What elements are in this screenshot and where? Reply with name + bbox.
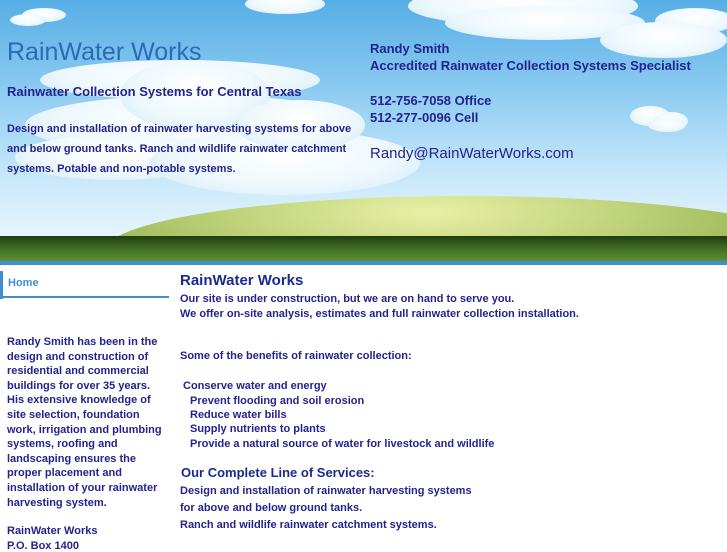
- service-item: Design and installation of rainwater harvesting systems: [180, 485, 472, 497]
- green-divider-bar: [0, 236, 727, 261]
- benefit-item: Provide a natural source of water for livestock and wildlife: [190, 438, 495, 450]
- blue-divider-line: [0, 261, 727, 265]
- service-item: for above and below ground tanks.: [180, 502, 363, 514]
- sidebar-bio: Randy Smith has been in the design and construction of residential and commercial buildings for over 35 years. His extensive knowledge of site selection, foundation work, irrigation and plumbing systems, roofing and landscaping ensures the proper placement and installation of your rainwater harvesting system.: [7, 336, 162, 509]
- tagline: Rainwater Collection Systems for Central Texas: [7, 84, 302, 99]
- nav-home-link[interactable]: Home: [8, 277, 39, 289]
- cloud-decoration: [245, 0, 325, 14]
- service-item: Ranch and wildlife rainwater catchment systems.: [180, 519, 437, 531]
- cell-phone: 512-277-0096 Cell: [370, 110, 479, 125]
- sidebar-po-box: P.O. Box 1400: [7, 540, 79, 552]
- benefit-item: Reduce water bills: [190, 409, 287, 421]
- benefit-item: Supply nutrients to plants: [190, 423, 326, 435]
- cloud-decoration: [10, 14, 46, 26]
- cloud-decoration: [648, 118, 686, 132]
- services-title: Our Complete Line of Services:: [181, 465, 375, 480]
- hill-decoration: [105, 196, 727, 236]
- contact-role: Accredited Rainwater Collection Systems Specialist: [370, 58, 691, 73]
- nav-underline: [0, 296, 169, 298]
- benefit-item: Prevent flooding and soil erosion: [190, 395, 365, 407]
- header-banner: [0, 0, 727, 236]
- construction-notice: Our site is under construction, but we are on hand to serve you.: [180, 293, 515, 305]
- email-address[interactable]: Randy@RainWaterWorks.com: [370, 145, 574, 162]
- office-phone: 512-756-7058 Office: [370, 93, 492, 108]
- site-title: RainWater Works: [7, 38, 202, 66]
- contact-name: Randy Smith: [370, 41, 450, 56]
- intro-text: Design and installation of rainwater harvesting systems for above and below ground tanks. Ranch and wildlife rainwater catchment systems. Potable and non-potable systems.: [7, 123, 352, 175]
- sidebar-company-name: RainWater Works: [7, 525, 98, 537]
- benefits-intro: Some of the benefits of rainwater collection:: [180, 350, 412, 362]
- benefit-heading: Conserve water and energy: [183, 380, 327, 392]
- nav-accent-bar: [0, 271, 3, 299]
- cloud-decoration: [600, 22, 727, 58]
- main-title: RainWater Works: [180, 272, 304, 289]
- services-offered-text: We offer on-site analysis, estimates and full rainwater collection installation.: [180, 308, 579, 320]
